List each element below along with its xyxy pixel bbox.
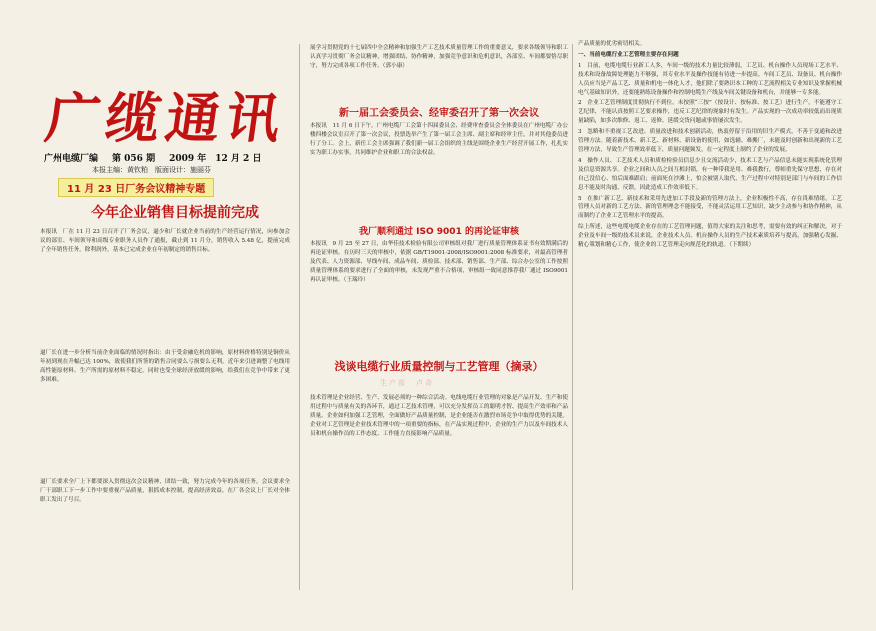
section-title: 一、当前电缆行业工艺管理主要存在问题 xyxy=(578,51,679,58)
column-divider xyxy=(299,44,300,590)
quality-article-headline: 浅谈电缆行业质量控制与工艺管理（摘录） xyxy=(334,360,544,373)
issue-date: 2009 年 12 月 2 日 xyxy=(169,154,262,164)
issue-paragraph: 4 操作人员、工艺技术人员和质检检验员信息少且交流活动少，技术工艺与产品信息未能实现系统化管理及信息资源共享。企业之间和人员之间互相封锁，有一种带我是用、难我教行，尊师重先保守思想，存在对自己没信心、怕后面难跟肩；前面死在沙滩上，怕会被别人取代，生产过程中对特别是部门与车间的工作信息不能及时沟通、反馈，因此造成工作效率低下。 xyxy=(578,157,842,191)
article1-headline: 今年企业销售目标提前完成 xyxy=(91,205,259,221)
issue-paragraph: 1 目前，电缆电缆行业新工人多，车间一级的技术力量比较薄弱，工艺员、机台操作人员现场工艺水平、技术和设备故障处理能力不够强，其专业水平及操作技能有待进一步提高。车间工艺员、设备员、机台操作人员应当是产品工艺、质量和机电一体化人才，他们除了要熟识本工种的工艺流程相关专业知识及掌握机械电气基础知识外，还要能熟练设备操作和控制电缆生产线及车间关键设备和机台，并能够一专多能。 xyxy=(578,62,842,96)
staff-credits: 本报主编：黄钦粕 版面设计：施丽芬 xyxy=(92,166,211,174)
special-topic-banner: 11 月 23 日厂务会议精神专题 xyxy=(58,178,214,197)
quality-article-byline: 生产部 卢奇 xyxy=(380,379,434,387)
quality-article-text: 技术管理是企业经营、生产、发展必须的一种综合活动。电线电缆行业管理的对象是产品开发、生产和使用过程中与质量有关的各环节，通过工艺技术管理，可以充分发挥员工的聪明才智、提高生产效率和产品质量。企业如何加强工艺管理，全面做好产品质量控制，是企业能否在激烈市场竞争中取得优势的关键。企业对工艺管理是企业技术管理中的一项重要的指标，在产品实现过程中，企业的生产力以及车间技术人员和机台操作员的工作态度、工作能力直接影响产品质量。 xyxy=(310,395,568,437)
article1-paragraph: 逼厂长要求全厂上下都要深入贯彻这次会议精神，团结一致，努力完成今年的各项任务，会议要求全厂干部职工下一步工作中要重视产品质量，狠抓成本控制，提高经济效益。在厂各会议上厂长对全体职工发出了号召。 xyxy=(40,479,290,503)
issue-paragraph: 5 在推广新工艺、新技术和采用先进加工手段及新的管理方法上，企业积极性不高，存在畏难情绪，工艺管理人员对新的工艺方法、新的管理理念不能接受，不能灵活运用工艺知识，缺少主动参与和协作精神，从而制约了企业工艺管理水平的提高。 xyxy=(578,195,842,220)
lead-text: 产品质量的优劣密切相关。 xyxy=(578,41,646,47)
issue-line xyxy=(44,151,294,164)
masthead-title: 广缆通讯 xyxy=(41,87,291,150)
article1-paragraph: 本报讯 厂在 11 月 23 日召开了厂务会议，逼少和厂长就企业当前的生产经营运行情况，向参加会议的部室、车间领导和高级专业职务人员作了通报，截止到 11 月分，销售收入 5.48 亿，提前完成了全年销售任务，除利润外，基本已完成企业在年初制定的销售目标。 xyxy=(40,229,290,253)
conclusion-paragraph: 综上所述，这些电缆电缆企业存在的工艺管理问题，值得大家的关注和思考，需要有效的纠正和解决，对于企业及车间一级的技术员来说，企业技术人员、机台操作人员的生产技术素质培养与提高，加强精心发掘、精心策划和精心工作，使企业的工艺管理走向规范化的轨道。（下期续） xyxy=(578,224,842,249)
column-divider xyxy=(572,44,573,590)
publisher: 广州电缆厂编 xyxy=(44,154,99,164)
right-column xyxy=(578,40,842,595)
issue-paragraph: 3 忽略和不重视工艺改进、质量改进和技术创新活动，热衷停留于沿用的旧生产模式，不善于变通和改进管理方法。随着新技术、新工艺、新材料、新设备的使用，如选辅、难搬厂，未能及时创新和出现新的工艺管理方法，导致生产管理效率低下，质量问题频发，在一定程度上制约了企业的发展。 xyxy=(578,129,842,153)
union-meeting-headline: 新一届工会委员会、经审委召开了第一次会议 xyxy=(339,108,539,119)
issue-number: 第 056 期 xyxy=(112,154,156,164)
intro-paragraph: 展学习贯彻党的十七届四中全会精神和加强生产工艺技术质量管理工作的重要意义，要求各级领导和职工认真学习贯彻厂务会议精神，增强团结、协作精神，加强竞争意识和危机意识，各部室、车间都要恪尽职守，努力完成各项工作任务。（郭小康） xyxy=(310,45,568,69)
article1-paragraph: 逼厂长在进一步分析当前企业面临的情况时指出：由于受金融危机的影响，原材料价格特别是铜价从年初到现在升幅已达 100%，致使我们所签的销售合同要么亏损要么无利，近年来引进调整了电线用高性能原材料、生产所需的原材料不稳定。同时也受全球经济放缓的影响，给我们在竞争中带来了更多困难。 xyxy=(40,350,290,383)
iso-text: 本报讯 9 月 25 至 27 日，由华佳技术检验有限公司审核组对我厂进行质量管理体系证书有效期满后的再论证审核。在历时三天的审核中，依据 GB/T19001-2008/ISO9001:2008 标准要求，对最高管理者及代表、人力资源部、导线车间、成品车间、质检部、技术部、销售部、生产部、综合办公室的工作按照质量管理体系的要求进行了全面的审核，未发现严重不合格项，审核组一致同意推荐我厂通过 ISO9001 再认证审核。（王瑞玲） xyxy=(310,241,568,283)
iso-headline: 我厂顺利通过 ISO 9001 的再论证审核 xyxy=(359,227,519,237)
issue-paragraph: 2 企业工艺管理制度贯彻执行不到位。未按照“三按”（按设计、按标准、按工艺）进行生产，不能遵守工艺纪律，不能认真按照工艺要求操作，违反工艺纪律的现象时有发生。产品实现的一次成功率较低而出现质量缺陷，如多次维修、返工、返修、延缓交货问题或事情屡次发生。 xyxy=(578,100,842,125)
union-meeting-text: 本报讯 11 月 6 日下午，广州电缆厂工会第十四届委员会、经费审查委员会全体委员在广州电缆厂办公楼四楼会议室召开了第一次会议，投票选举产生了第一届工会主席、副主席和经审主任，并对其他委员进行了分工。会上，新任工会主席强调了我们新一届工会组织的主线是围绕企业生产经营开展工作，扎扎实实为职工办实事，共同维护企业和职工的合法权益。 xyxy=(310,123,568,156)
